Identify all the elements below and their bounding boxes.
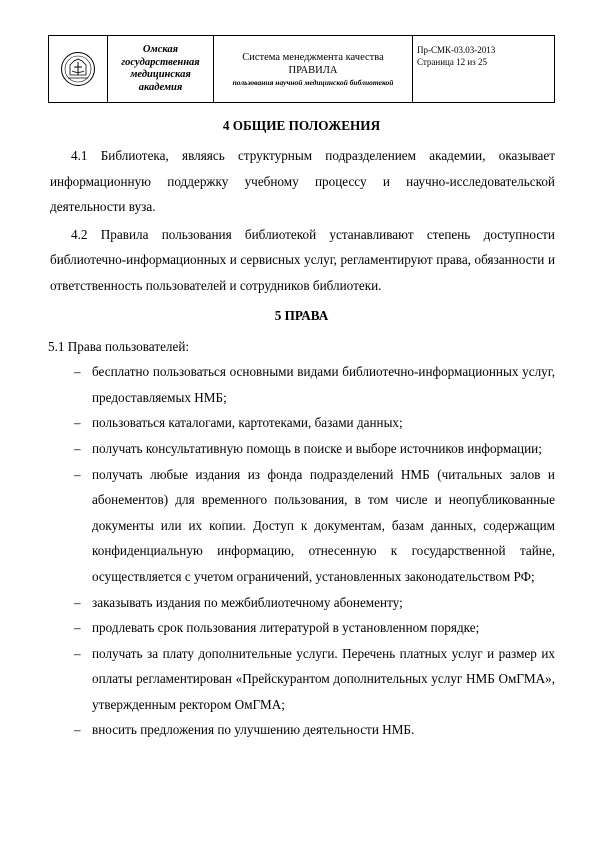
list-item: [48, 590, 555, 616]
document-code: Пр-СМК-03.03-2013: [417, 45, 496, 55]
document-type: ПРАВИЛА: [288, 64, 338, 76]
quality-system-label: Система менеджмента качества: [242, 51, 384, 63]
academy-emblem-icon: [60, 51, 96, 87]
document-body: [48, 112, 555, 743]
rights-list: [48, 359, 555, 743]
dash-marker: –: [74, 722, 81, 738]
section-heading: 4 ОБЩИЕ ПОЛОЖЕНИЯ: [222, 118, 381, 133]
list-item: [48, 436, 555, 462]
logo-cell: [49, 36, 108, 103]
list-item-text: получать консультативную помощь в поиске и выборе источников информации;: [92, 440, 542, 456]
section-heading: 5 ПРАВА: [274, 307, 329, 323]
org-line: медицинская: [130, 69, 191, 80]
organization-name: [108, 36, 214, 103]
subsection-heading: 5.1 Права пользователей:: [48, 338, 190, 354]
list-item-text: получать любые издания из фонда подразделений НМБ (читальных залов и абонементов) для временного пользования, в том числе и неопубликованные документы или их копии. Доступ к документам, базам данных, содержащим конфиденциальную информацию, отнесенную к государственной тайне, осуществляется с учетом ограничений, установленных законодательством РФ;: [92, 466, 555, 584]
org-line: Омская: [142, 44, 179, 55]
document-code-cell: [413, 36, 555, 103]
list-item: [48, 410, 555, 436]
list-item-text: получать за плату дополнительные услуги. Перечень платных услуг и размер их оплаты регламентирован «Прейскурантом дополнительных услуг НМБ ОмГМА», утвержденным ректором ОмГМА;: [92, 645, 555, 712]
document-subject: пользования научной медицинской библиотекой: [232, 77, 394, 87]
paragraph: 4.1 Библиотека, являясь структурным подразделением академии, оказывает информационную поддержку учебному процессу и научно-исследовательской деятельности вуза.: [50, 148, 555, 215]
list-item-text: пользоваться каталогами, картотеками, базами данных;: [92, 415, 403, 431]
document-header: [48, 35, 555, 103]
list-item: [48, 641, 555, 718]
org-line: академия: [138, 81, 183, 93]
org-line: государственная: [121, 56, 200, 68]
list-item-text: вносить предложения по улучшению деятельности НМБ.: [92, 722, 415, 738]
list-item: [48, 462, 555, 590]
dash-marker: –: [74, 645, 81, 661]
page-number: Страница 12 из 25: [417, 57, 487, 67]
list-item-text: бесплатно пользоваться основными видами библиотечно-информационных услуг, предоставляемых НМБ;: [92, 364, 555, 405]
dash-marker: –: [74, 440, 81, 456]
list-item-text: продлевать срок пользования литературой в установленном порядке;: [92, 620, 480, 636]
paragraph: 4.2 Правила пользования библиотекой устанавливают степень доступности библиотечно-информационных и сервисных услуг, регламентируют права, обязанности и ответственность пользователей и сотрудников библиотеки.: [50, 226, 555, 293]
list-item: [48, 717, 555, 743]
dash-marker: –: [74, 415, 81, 431]
list-item: [48, 615, 555, 641]
dash-marker: –: [74, 594, 81, 610]
dash-marker: –: [74, 364, 81, 380]
document-title-cell: [214, 36, 413, 103]
list-item-text: заказывать издания по межбиблиотечному абонементу;: [92, 594, 403, 610]
list-item: [48, 359, 555, 410]
dash-marker: –: [74, 620, 81, 636]
dash-marker: –: [74, 466, 81, 482]
